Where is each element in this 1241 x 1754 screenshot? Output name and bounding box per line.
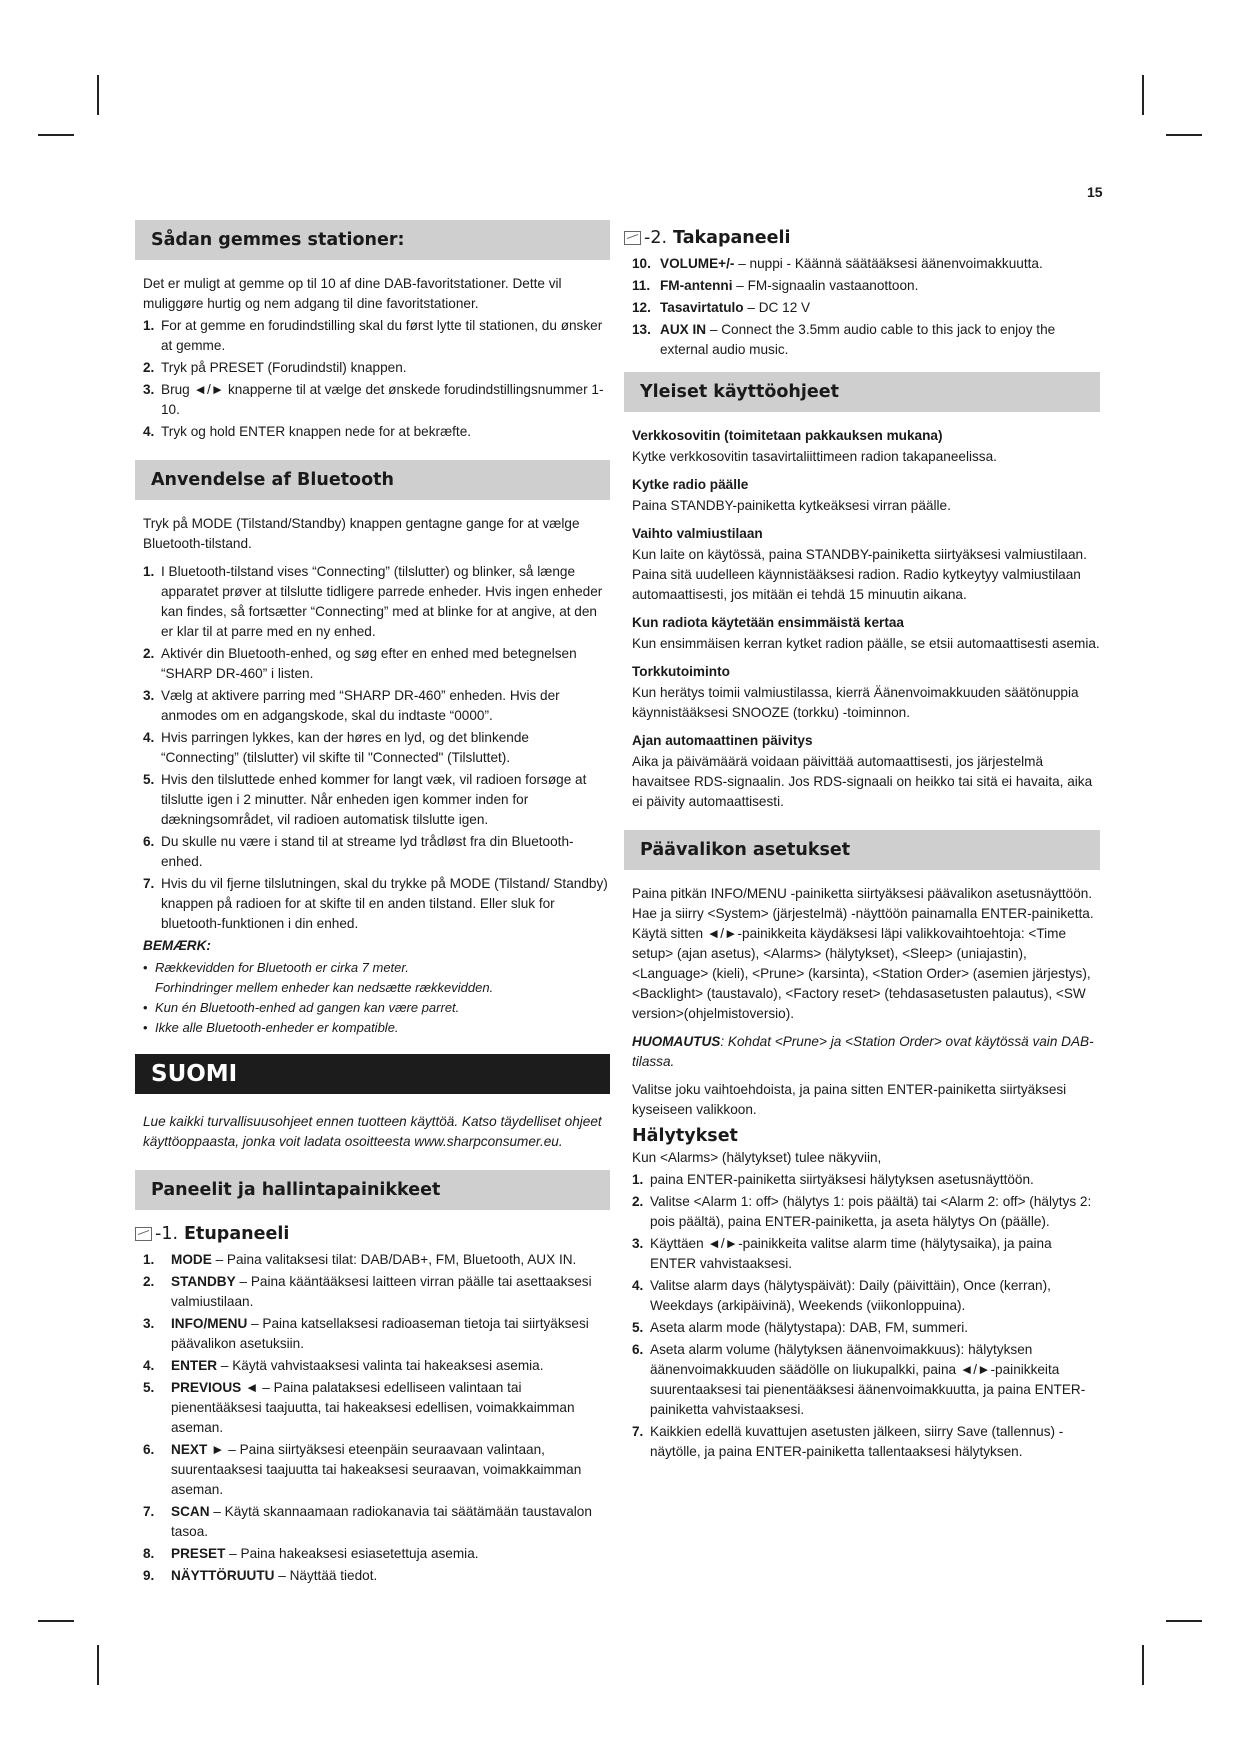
section-heading-panels: Paneelit ja hallintapainikkeet <box>135 1170 610 1210</box>
alarms-intro: Kun <Alarms> (hälytykset) tulee näkyviin, <box>632 1150 882 1165</box>
crop-mark <box>1142 1645 1144 1685</box>
image-placeholder-icon <box>135 1227 152 1241</box>
list-item: 12. Tasavirtatulo – DC 12 V <box>632 300 811 315</box>
image-placeholder-icon <box>624 231 641 245</box>
list-item: 3. Brug ◄/► knapperne til at vælge det ønskede forudindstillingsnummer 1-10. <box>143 382 604 417</box>
section-heading-main-menu: Päävalikon asetukset <box>624 830 1100 870</box>
crop-mark <box>1142 75 1144 115</box>
main-menu-note: HUOMAUTUS: Kohdat <Prune> ja <Station Order> ovat käytössä vain DAB-tilassa. <box>632 1034 1094 1069</box>
list-item: 4. Tryk og hold ENTER knappen nede for at bekræfte. <box>143 424 472 439</box>
crop-mark <box>38 1620 74 1622</box>
alarms-heading: Hälytykset <box>632 1126 738 1146</box>
list-item: 3. Käyttäen ◄/►-painikkeita valitse alarm time (hälytysaika), ja paina ENTER vahvistaaksesi. <box>632 1236 1052 1271</box>
safety-intro: Lue kaikki turvallisuusohjeet ennen tuotteen käyttöä. Katso täydelliset ohjeet käyttöoppaasta, jonka voit ladata osoitteesta www.sharpconsumer.eu. <box>143 1114 602 1149</box>
general-text: Kun laite on käytössä, paina STANDBY-painiketta siirtyäksesi valmiustilaan. Paina sitä uudelleen käynnistääksesi radion. Radio kytkeytyy valmiustilaan automaattisesti, jos mitään ei tehdä 15 minuutin aikana. <box>632 547 1087 602</box>
crop-mark <box>1166 1620 1202 1622</box>
list-item: 3. Vælg at aktivere parring med “SHARP DR-460” enheden. Hvis der anmodes om en adgangskode, skal du indtaste “0000”. <box>143 688 560 723</box>
list-item: 11. FM-antenni – FM-signaalin vastaanottoon. <box>632 278 919 293</box>
list-item: 1. For at gemme en forudindstilling skal du først lytte til stationen, du ønsker at gemme. <box>143 318 603 353</box>
list-item: 7. SCAN – Käytä skannaamaan radiokanavia tai säätämään taustavalon tasoa. <box>143 1504 592 1539</box>
list-item: 7. Kaikkien edellä kuvattujen asetusten jälkeen, siirry Save (tallennus) -näytölle, ja paina ENTER-painiketta tallentaaksesi hälytyksen. <box>632 1424 1064 1459</box>
main-menu-text: Paina pitkän INFO/MENU -painiketta siirtyäksesi päävalikon asetusnäyttöön. Hae ja siirry <System> (järjestelmä) -näyttöön painamalla ENTER-painiketta. Käytä sitten ◄/►-painikkeita käydäksesi läpi valikkovaihtoehtoja: <Time setup> (ajan asetus), <Alarms> (hälytykset), <Sleep> (uniajastin), <Language> (kieli), <Prune> (karsinta), <Station Order> (asemien järjestys), <Backlight> (taustavalo), <Factory reset> (tehdasasetusten palautus), <SW version>(ohjelmistoversio). <box>632 886 1094 1021</box>
list-item: 7. Hvis du vil fjerne tilslutningen, skal du trykke på MODE (Tilstand/ Standby) knappen på radioen for at skifte til en anden tilstand. Eller sluk for bluetooth-funktionen i din enhed. <box>143 876 608 931</box>
general-subheading: Ajan automaattinen päivitys <box>632 733 813 748</box>
crop-mark <box>38 134 74 136</box>
save-stations-intro: Det er muligt at gemme op til 10 af dine DAB-favoritstationer. Dette vil muliggøre hurtig og nem adgang til dine favoritstationer. <box>143 276 562 311</box>
front-panel-heading: -1. Etupaneeli <box>135 1224 610 1244</box>
list-item: 6. Aseta alarm volume (hälytyksen äänenvoimakkuus): hälytyksen äänenvoimakkuuden säädölle on liukupalkki, paina ◄/►-painikkeita suurentaaksesi tai pienentääksesi äänenvoimakkuutta, ja paina ENTER-painiketta vahvistaaksesi. <box>632 1342 1086 1417</box>
language-heading-suomi: SUOMI <box>135 1054 610 1094</box>
general-text: Paina STANDBY-painiketta kytkeäksesi virran päälle. <box>632 498 951 513</box>
list-item: 3. INFO/MENU – Paina katsellaksesi radioaseman tietoja tai siirtyäksesi päävalikon asetuksiin. <box>143 1316 589 1351</box>
left-column <box>135 220 610 1588</box>
list-item: 2. Tryk på PRESET (Forudindstil) knappen. <box>143 360 407 375</box>
note-label: BEMÆRK: <box>143 938 211 953</box>
main-menu-text: Valitse joku vaihtoehdoista, ja paina sitten ENTER-painiketta siirtyäksesi kyseiseen valikkoon. <box>632 1082 1067 1117</box>
crop-mark <box>97 75 99 115</box>
list-item: 6. NEXT ► – Paina siirtyäksesi eteenpäin seuraavaan valintaan, suurentaaksesi taajuutta tai hakeaksesi seuraavan, voimakkaimman aseman. <box>143 1442 582 1497</box>
list-item: 2. Valitse <Alarm 1: off> (hälytys 1: pois päältä) tai <Alarm 2: off> (hälytys 2: pois päältä), paina ENTER-painiketta, ja aseta hälytys On (päälle). <box>632 1194 1092 1229</box>
list-item: 4. Valitse alarm days (hälytyspäivät): Daily (päivittäin), Once (kerran), Weekdays (arkipäivinä), Weekends (viikonloppuina). <box>632 1278 1051 1313</box>
back-panel-heading: -2. Takapaneeli <box>624 228 1100 248</box>
list-item: 8. PRESET – Paina hakeaksesi esiasetettuja asemia. <box>143 1546 479 1561</box>
general-subheading: Kun radiota käytetään ensimmäistä kertaa <box>632 615 904 630</box>
note-item: Forhindringer mellem enheder kan nedsætte rækkevidden. <box>155 980 494 995</box>
list-item: 2. Aktivér din Bluetooth-enhed, og søg efter en enhed med betegnelsen “SHARP DR-460” i listen. <box>143 646 577 681</box>
section-heading-save-stations: Sådan gemmes stationer: <box>135 220 610 260</box>
list-item: 4. Hvis parringen lykkes, kan der høres en lyd, og det blinkende “Connecting” (tilslutter) vil skifte til "Connected" (Tilsluttet). <box>143 730 529 765</box>
list-item: 1. MODE – Paina valitaksesi tilat: DAB/DAB+, FM, Bluetooth, AUX IN. <box>143 1252 577 1267</box>
right-column <box>624 220 1100 1464</box>
list-item: 6. Du skulle nu være i stand til at streame lyd trådløst fra din Bluetooth-enhed. <box>143 834 574 869</box>
general-text: Aika ja päivämäärä voidaan päivittää automaattisesti, jos järjestelmä havaitsee RDS-signaalin. Jos RDS-signaali on heikko tai sitä ei havaita, aika ei päivity automaattisesti. <box>632 754 1093 809</box>
list-item: 5. Hvis den tilsluttede enhed kommer for langt væk, vil radioen forsøge at tilslutte igen i 2 minutter. Når enheden igen kommer inden for dækningsområdet, vil radioen automatisk tilslutte igen. <box>143 772 587 827</box>
note-item: • Rækkevidden for Bluetooth er cirka 7 meter. <box>143 960 409 975</box>
list-item: 5. PREVIOUS ◄ – Paina palataksesi edelliseen valintaan tai pienentääksesi taajuutta, tai hakeaksesi edellisen, voimakkaimman aseman. <box>143 1380 575 1435</box>
crop-mark <box>97 1645 99 1685</box>
general-subheading: Vaihto valmiustilaan <box>632 526 763 541</box>
list-item: 1. paina ENTER-painiketta siirtyäksesi hälytyksen asetusnäyttöön. <box>632 1172 1034 1187</box>
list-item: 4. ENTER – Käytä vahvistaaksesi valinta tai hakeaksesi asemia. <box>143 1358 544 1373</box>
general-subheading: Verkkosovitin (toimitetaan pakkauksen mukana) <box>632 428 943 443</box>
general-text: Kun ensimmäisen kerran kytket radion päälle, se etsii automaattisesti asemia. <box>632 636 1100 651</box>
section-heading-general: Yleiset käyttöohjeet <box>624 372 1100 412</box>
general-subheading: Torkkutoiminto <box>632 664 730 679</box>
crop-mark <box>1166 134 1202 136</box>
section-heading-bluetooth: Anvendelse af Bluetooth <box>135 460 610 500</box>
note-item: • Kun én Bluetooth-enhed ad gangen kan være parret. <box>143 1000 460 1015</box>
general-text: Kytke verkkosovitin tasavirtaliittimeen radion takapaneelissa. <box>632 449 997 464</box>
list-item: 2. STANDBY – Paina kääntääksesi laitteen virran päälle tai asettaaksesi valmiustilaan. <box>143 1274 592 1309</box>
general-text: Kun herätys toimii valmiustilassa, kierrä Äänenvoimakkuuden säätönuppia käynnistääksesi SNOOZE (torkku) -toiminnon. <box>632 685 1079 720</box>
list-item: 10. VOLUME+/- – nuppi - Käännä säätääksesi äänenvoimakkuutta. <box>632 256 1043 271</box>
list-item: 1. I Bluetooth-tilstand vises “Connecting” (tilslutter) og blinker, så længe apparatet prøver at tilslutte tidligere parrede enheder. Hvis ingen enheder kan findes, så fortsætter “Connecting” med at blinke for at angive, at den er klar til at parre med en ny enhed. <box>143 564 603 639</box>
note-item: • Ikke alle Bluetooth-enheder er kompatible. <box>143 1020 399 1035</box>
bluetooth-intro: Tryk på MODE (Tilstand/Standby) knappen gentagne gange for at vælge Bluetooth-tilstand. <box>143 516 580 551</box>
page-number: 15 <box>1087 184 1103 200</box>
list-item: 13. AUX IN – Connect the 3.5mm audio cable to this jack to enjoy the external audio music. <box>632 322 1056 357</box>
list-item: 9. NÄYTTÖRUUTU – Näyttää tiedot. <box>143 1568 378 1583</box>
general-subheading: Kytke radio päälle <box>632 477 749 492</box>
list-item: 5. Aseta alarm mode (hälytystapa): DAB, FM, summeri. <box>632 1320 969 1335</box>
